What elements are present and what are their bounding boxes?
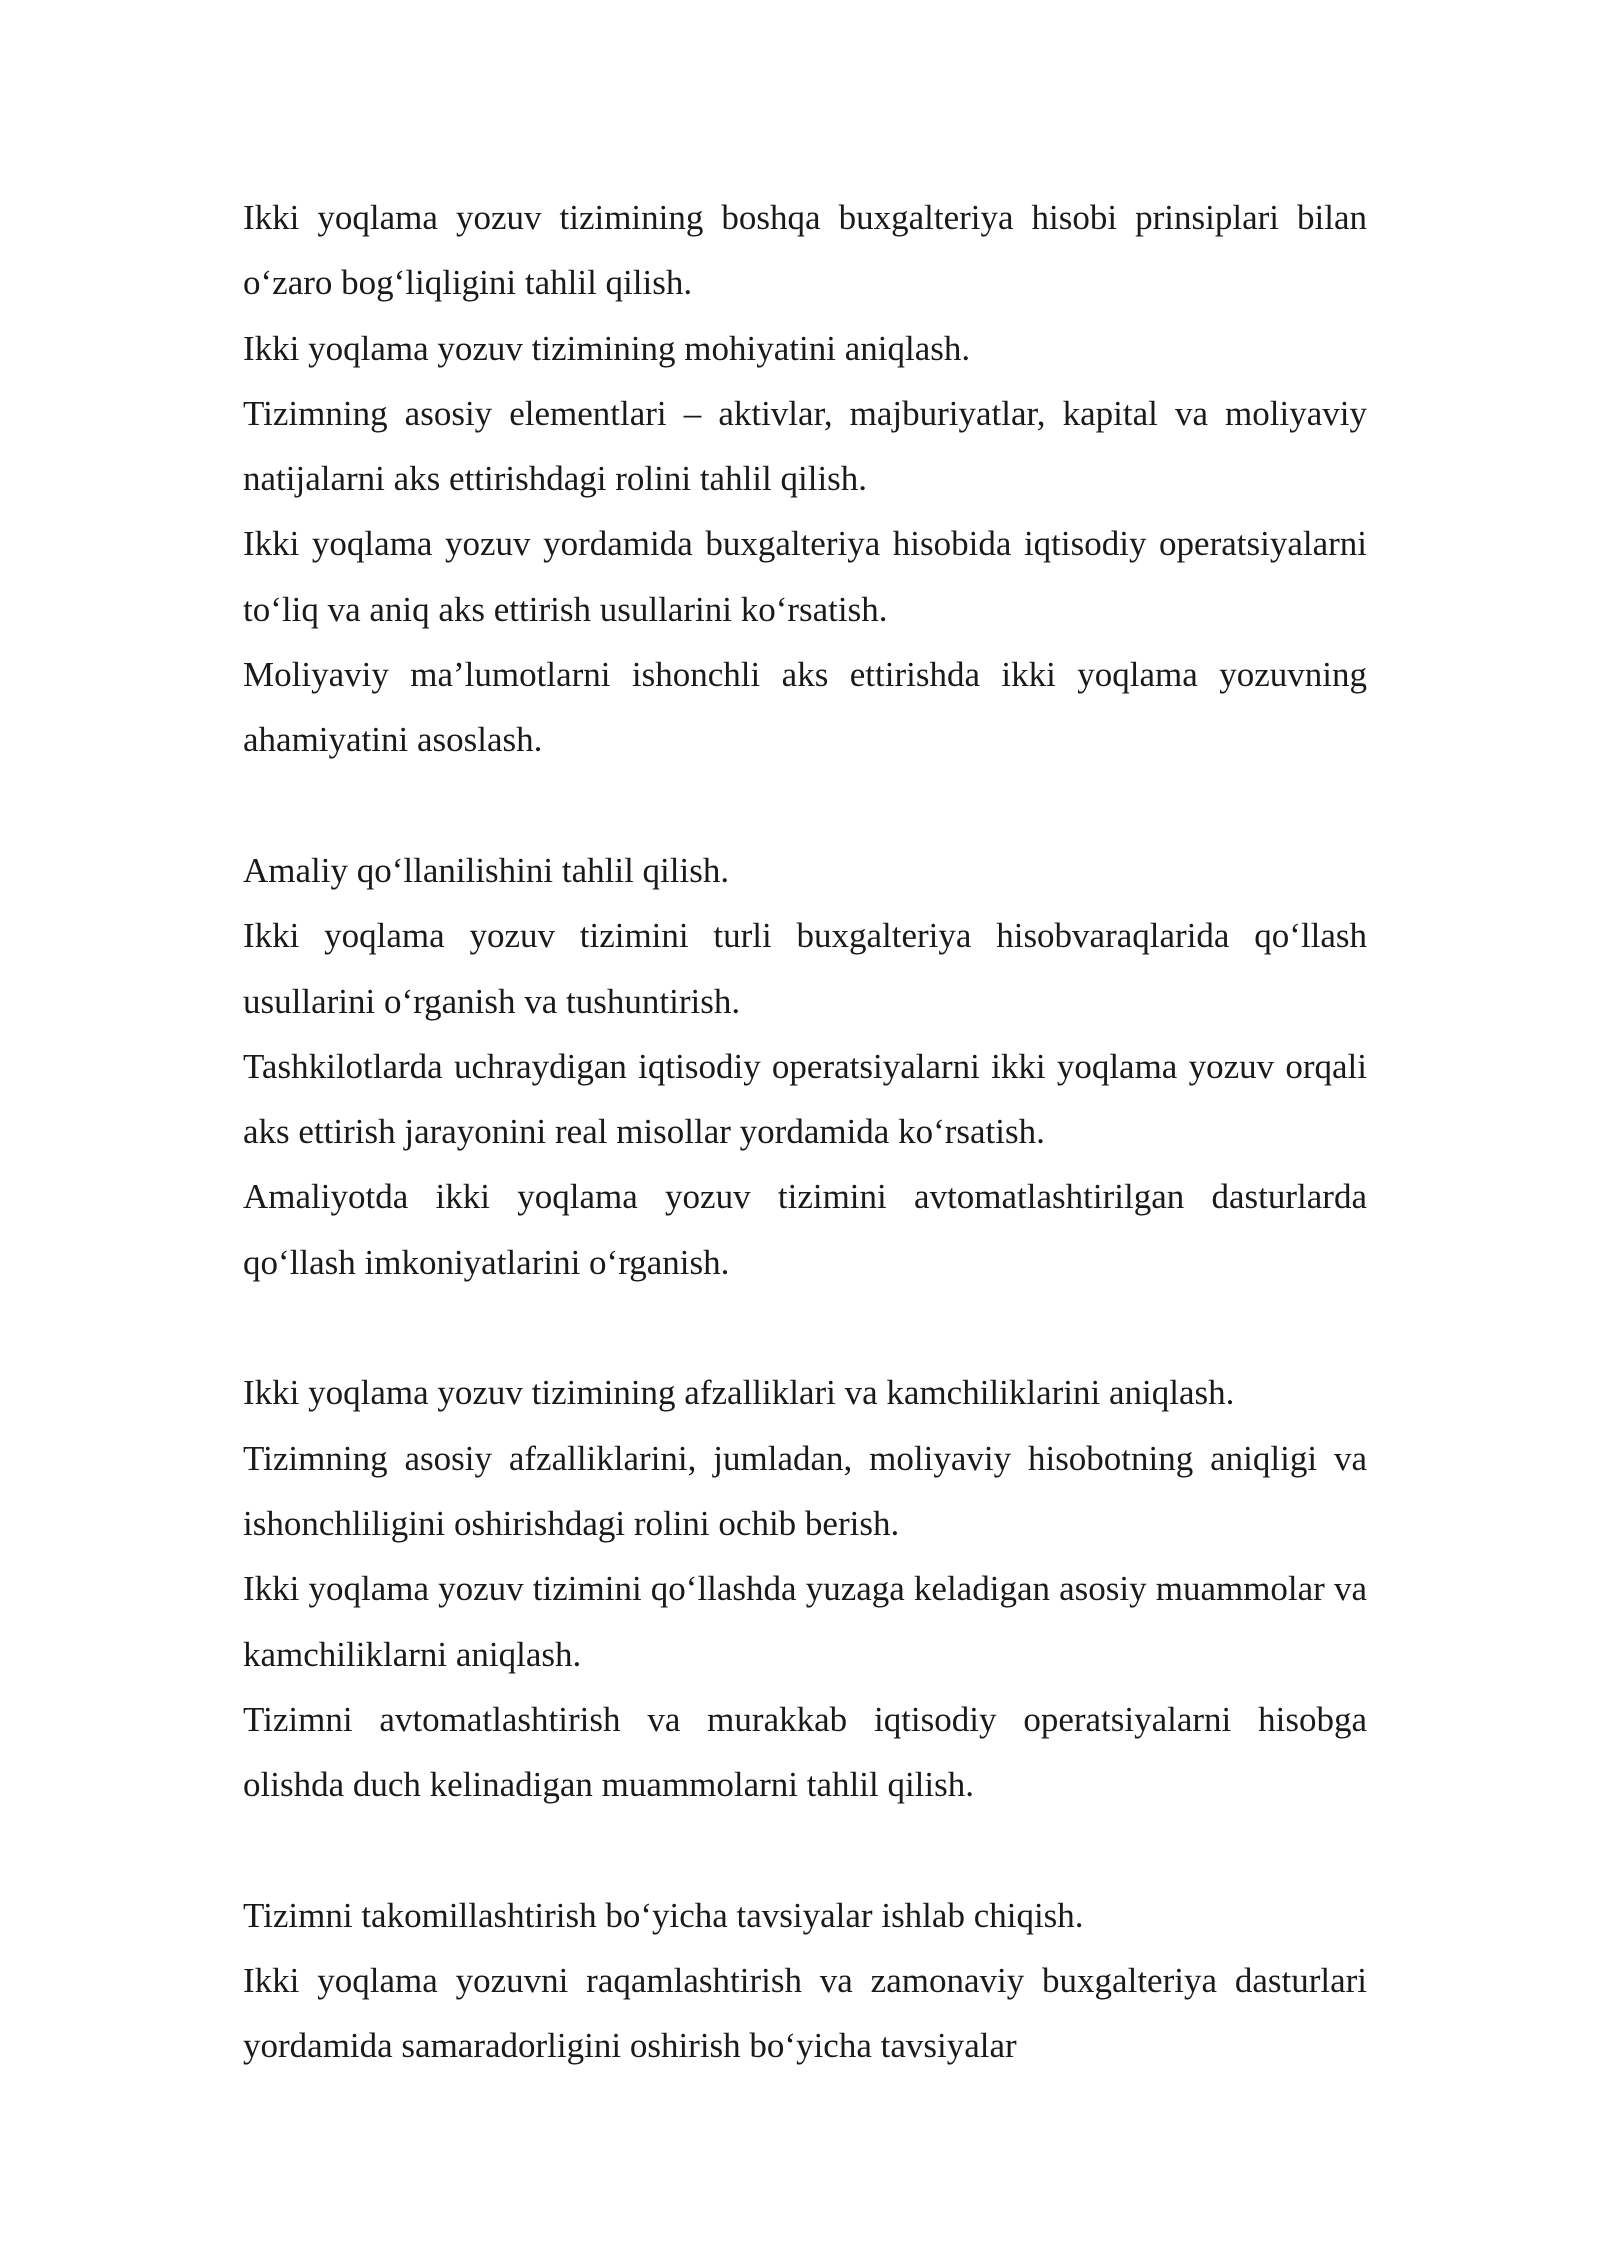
blank-line [243,1295,1367,1360]
paragraph: Moliyaviy ma’lumotlarni ishonchli aks ettirishda ikki yoqlama yozuvning ahamiyatini asoslash. [243,655,1367,760]
section-2 [243,838,1367,1295]
paragraph: Tizimni takomillashtirish bo‘yicha tavsiyalar ishlab chiqish. [243,1895,1084,1935]
paragraph: Ikki yoqlama yozuv tizimining mohiyatini aniqlash. [243,328,971,368]
blank-line [243,1817,1367,1882]
paragraph: Ikki yoqlama yozuvni raqamlashtirish va zamonaviy buxgalteriya dasturlari yordamida samaradorligini oshirish bo‘yicha tavsiyalar [243,1961,1367,2066]
paragraph: Ikki yoqlama yozuv tizimining afzalliklari va kamchiliklarini aniqlash. [243,1373,1235,1413]
document-body [243,185,1367,2079]
paragraph: Tashkilotlarda uchraydigan iqtisodiy operatsiyalarni ikki yoqlama yozuv orqali aks ettirish jarayonini real misollar yordamida ko‘rsatish. [243,1046,1367,1152]
paragraph: Ikki yoqlama yozuv tizimining boshqa buxgalteriya hisobi prinsiplari bilan o‘zaro bog‘liqligini tahlil qilish. [243,198,1367,303]
paragraph: Amaliyotda ikki yoqlama yozuv tizimini avtomatlashtirilgan dasturlarda qo‘llash imkoniyatlarini o‘rganish. [243,1177,1367,1282]
paragraph: Ikki yoqlama yozuv yordamida buxgalteriya hisobida iqtisodiy operatsiyalarni to‘liq va aniq aks ettirish usullarini ko‘rsatish. [243,524,1367,629]
blank-line [243,773,1367,838]
section-3 [243,1360,1367,1817]
paragraph: Tizimning asosiy elementlari – aktivlar, majburiyatlar, kapital va moliyaviy natijalarni aks ettirishdagi rolini tahlil qilish. [243,393,1367,499]
paragraph: Amaliy qo‘llanilishini tahlil qilish. [243,850,730,890]
paragraph: Ikki yoqlama yozuv tizimini qo‘llashda yuzaga keladigan asosiy muammolar va kamchiliklarni aniqlash. [243,1569,1367,1674]
paragraph: Tizimning asosiy afzalliklarini, jumladan, moliyaviy hisobotning aniqligi va ishonchliligini oshirishdagi rolini ochib berish. [243,1438,1367,1543]
paragraph: Ikki yoqlama yozuv tizimini turli buxgalteriya hisobvaraqlarida qo‘llash usullarini o‘rganish va tushuntirish. [243,916,1367,1021]
section-1 [243,185,1367,773]
section-4 [243,1883,1367,2079]
paragraph: Tizimni avtomatlashtirish va murakkab iqtisodiy operatsiyalarni hisobga olishda duch kelinadigan muammolarni tahlil qilish. [243,1699,1367,1805]
